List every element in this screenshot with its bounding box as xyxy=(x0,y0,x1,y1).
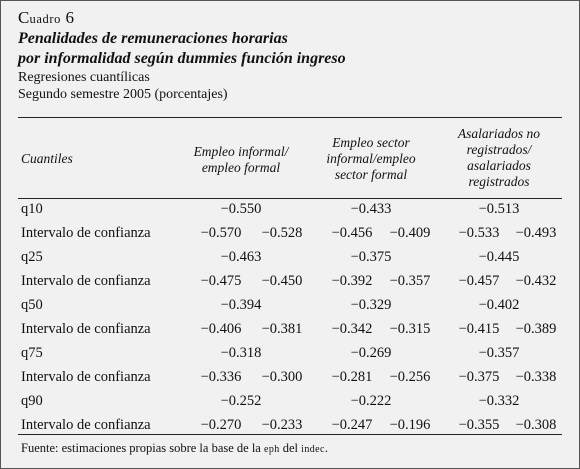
stub-header: Cuantiles xyxy=(21,151,73,166)
table-number-initial: C xyxy=(18,8,30,27)
table-header xyxy=(18,8,569,103)
estimate-value: −0.332 xyxy=(478,393,520,409)
interval-upper-value: −0.409 xyxy=(389,225,431,241)
interval-lower-value: −0.475 xyxy=(200,273,242,289)
interval-lower-value: −0.533 xyxy=(458,225,500,241)
column-header-asalariados-line-1: Asalariados no xyxy=(457,126,541,141)
estimate-value: −0.513 xyxy=(478,201,520,217)
interval-lower-value: −0.375 xyxy=(458,369,500,385)
interval-upper-value: −0.300 xyxy=(261,369,303,385)
source-note xyxy=(21,441,328,456)
top-rule xyxy=(18,117,562,118)
source-suffix: . xyxy=(324,441,328,455)
interval-label: Intervalo de confianza xyxy=(21,273,151,289)
interval-upper-value: −0.256 xyxy=(389,369,431,385)
interval-lower-value: −0.457 xyxy=(458,273,500,289)
interval-lower-value: −0.270 xyxy=(200,417,242,433)
estimate-value: −0.463 xyxy=(220,249,262,265)
estimate-value: −0.394 xyxy=(220,297,262,313)
column-header-sector-line-1: Empleo sector xyxy=(332,135,410,150)
interval-lower-value: −0.281 xyxy=(331,369,373,385)
interval-lower-value: −0.570 xyxy=(200,225,242,241)
table-number xyxy=(18,8,569,29)
interval-upper-value: −0.196 xyxy=(389,417,431,433)
column-header-informal-line-1: Empleo informal/ xyxy=(193,144,289,159)
column-header-asalariados xyxy=(437,126,561,190)
interval-upper-value: −0.338 xyxy=(515,369,557,385)
interval-label: Intervalo de confianza xyxy=(21,417,151,433)
estimate-value: −0.433 xyxy=(350,201,392,217)
table-title-line-1: Penalidades de remuneraciones horarias xyxy=(18,30,288,47)
bottom-rule xyxy=(18,434,562,435)
column-header-asalariados-line-2: registrados/ xyxy=(466,142,532,157)
table-title-line-2: por informalidad según dummies función ingreso xyxy=(18,50,346,67)
interval-upper-value: −0.450 xyxy=(261,273,303,289)
table-number-digit: 6 xyxy=(61,8,75,27)
column-header-sector xyxy=(311,135,431,183)
column-header-sector-line-3: sector formal xyxy=(334,167,408,182)
interval-lower-value: −0.392 xyxy=(331,273,373,289)
interval-upper-value: −0.493 xyxy=(515,225,557,241)
estimate-value: −0.357 xyxy=(478,345,520,361)
source-middle: del xyxy=(279,441,302,455)
header-rule xyxy=(18,198,562,199)
column-header-sector-line-2: informal/empleo xyxy=(326,151,416,166)
interval-label: Intervalo de confianza xyxy=(21,321,151,337)
interval-upper-value: −0.528 xyxy=(261,225,303,241)
interval-upper-value: −0.389 xyxy=(515,321,557,337)
column-header-asalariados-line-4: registrados xyxy=(468,174,530,189)
interval-lower-value: −0.336 xyxy=(200,369,242,385)
interval-lower-value: −0.342 xyxy=(331,321,373,337)
interval-upper-value: −0.233 xyxy=(261,417,303,433)
interval-label: Intervalo de confianza xyxy=(21,225,151,241)
estimate-value: −0.269 xyxy=(350,345,392,361)
table-number-word: uadro xyxy=(29,12,62,26)
interval-lower-value: −0.406 xyxy=(200,321,242,337)
estimate-value: −0.318 xyxy=(220,345,262,361)
estimate-value: −0.375 xyxy=(350,249,392,265)
interval-label: Intervalo de confianza xyxy=(21,369,151,385)
quantile-label: q10 xyxy=(21,201,43,217)
estimate-value: −0.329 xyxy=(350,297,392,313)
estimate-value: −0.445 xyxy=(478,249,520,265)
interval-lower-value: −0.355 xyxy=(458,417,500,433)
interval-upper-value: −0.357 xyxy=(389,273,431,289)
interval-upper-value: −0.432 xyxy=(515,273,557,289)
estimate-value: −0.222 xyxy=(350,393,392,409)
quantile-label: q75 xyxy=(21,345,43,361)
interval-upper-value: −0.315 xyxy=(389,321,431,337)
source-abbr-indec: indec xyxy=(301,444,325,455)
interval-lower-value: −0.415 xyxy=(458,321,500,337)
quantile-label: q90 xyxy=(21,393,43,409)
table-subtitle-line-2: Segundo semestre 2005 (porcentajes) xyxy=(18,87,228,102)
source-prefix: Fuente: estimaciones propias sobre la base de la xyxy=(21,441,264,455)
interval-upper-value: −0.308 xyxy=(515,417,557,433)
table-subtitle-line-1: Regresiones cuantílicas xyxy=(18,70,150,85)
estimate-value: −0.252 xyxy=(220,393,262,409)
interval-upper-value: −0.381 xyxy=(261,321,303,337)
interval-lower-value: −0.456 xyxy=(331,225,373,241)
quantile-label: q25 xyxy=(21,249,43,265)
quantile-label: q50 xyxy=(21,297,43,313)
estimate-value: −0.550 xyxy=(220,201,262,217)
column-header-asalariados-line-3: asalariados xyxy=(467,158,531,173)
estimate-value: −0.402 xyxy=(478,297,520,313)
interval-lower-value: −0.247 xyxy=(331,417,373,433)
column-header-informal xyxy=(181,144,301,176)
source-abbr-eph: eph xyxy=(263,444,280,455)
column-header-informal-line-2: empleo formal xyxy=(201,160,281,175)
